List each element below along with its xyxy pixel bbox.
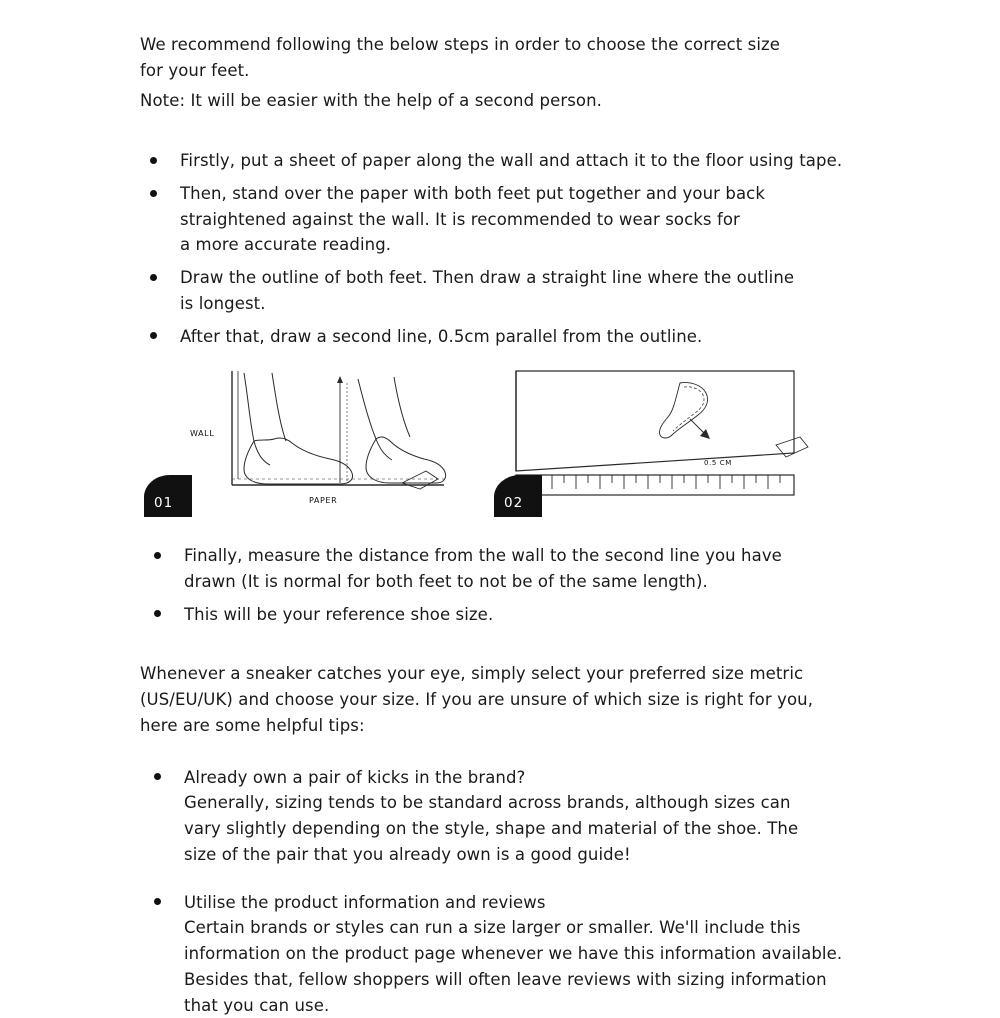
list-item — [140, 602, 850, 628]
step-3-line-1: Draw the outline of both feet. Then draw a straight line where the outline — [180, 268, 795, 288]
bullet-dot-icon — [150, 190, 157, 197]
figure-02-badge — [494, 475, 542, 517]
step-5-line-1: Finally, measure the distance from the wall to the second line you have — [184, 546, 782, 566]
figure-row — [140, 367, 850, 517]
figure-02-number: 02 — [504, 495, 524, 512]
list-item — [140, 543, 850, 594]
tip-2-line-2: Certain brands or styles can run a size larger or smaller. We'll include this — [184, 918, 801, 938]
bullet-dot-icon — [150, 332, 157, 339]
step-1-line-1: Firstly, put a sheet of paper along the wall and attach it to the floor using tape. — [180, 151, 843, 171]
tips-list — [140, 765, 850, 1018]
step-2-line-3: a more accurate reading. — [180, 235, 392, 255]
figure-01-number: 01 — [154, 495, 174, 512]
closing-paragraph — [140, 661, 850, 739]
step-2-line-2: straightened against the wall. It is recommended to wear socks for — [180, 209, 740, 229]
tip-1-line-3: vary slightly depending on the style, shape and material of the shoe. The — [184, 819, 799, 839]
step-3-line-2: is longest. — [180, 293, 266, 313]
bullet-dot-icon — [150, 274, 157, 281]
list-item — [140, 324, 850, 350]
list-item — [140, 148, 850, 174]
spacer — [140, 122, 850, 148]
spacer — [140, 517, 850, 543]
figure-01-badge — [144, 475, 192, 517]
tip-2-line-5: that you can use. — [184, 995, 330, 1015]
tip-2-line-3: information on the product page whenever we have this information available. — [184, 944, 843, 964]
measure-steps-list — [140, 148, 850, 349]
bullet-dot-icon — [154, 898, 161, 905]
intro-paragraph — [140, 32, 850, 114]
tip-2-line-4: Besides that, fellow shoppers will often leave reviews with sizing information — [184, 969, 827, 989]
bullet-dot-icon — [154, 552, 161, 559]
figure-02-measure-label: 0.5 CM — [704, 459, 732, 468]
bullet-dot-icon — [154, 773, 161, 780]
spacer — [140, 739, 850, 765]
figure-01 — [144, 367, 464, 517]
measure-steps-list-2 — [140, 543, 850, 627]
step-6-line-1: This will be your reference shoe size. — [184, 604, 494, 624]
intro-note: Note: It will be easier with the help of a second person. — [140, 91, 603, 111]
spacer — [140, 635, 850, 661]
figure-01-wall-label: WALL — [190, 429, 215, 439]
intro-line-1: We recommend following the below steps in order to choose the correct size — [140, 35, 781, 54]
bullet-dot-icon — [150, 157, 157, 164]
closing-line-1: Whenever a sneaker catches your eye, simply select your preferred size metric — [140, 663, 804, 683]
step-2-line-1: Then, stand over the paper with both feet put together and your back — [180, 183, 765, 203]
figure-02 — [494, 367, 814, 517]
step-4-line-1: After that, draw a second line, 0.5cm parallel from the outline. — [180, 326, 703, 346]
closing-line-2: (US/EU/UK) and choose your size. If you are unsure of which size is right for you, — [140, 689, 814, 709]
tip-1-line-4: size of the pair that you already own is a good guide! — [184, 844, 631, 864]
step-5-line-2: drawn (It is normal for both feet to not be of the same length). — [184, 572, 708, 592]
list-item — [140, 890, 850, 1018]
closing-line-3: here are some helpful tips: — [140, 715, 365, 735]
list-item — [140, 265, 850, 316]
list-item — [140, 765, 850, 868]
bullet-dot-icon — [154, 610, 161, 617]
intro-line-2: for your feet. — [140, 61, 250, 81]
tip-1-line-2: Generally, sizing tends to be standard across brands, although sizes can — [184, 793, 791, 813]
figure-01-paper-label: PAPER — [309, 496, 338, 506]
tip-2-line-1: Utilise the product information and reviews — [184, 892, 546, 912]
tip-1-line-1: Already own a pair of kicks in the brand? — [184, 767, 526, 787]
list-item — [140, 181, 850, 258]
